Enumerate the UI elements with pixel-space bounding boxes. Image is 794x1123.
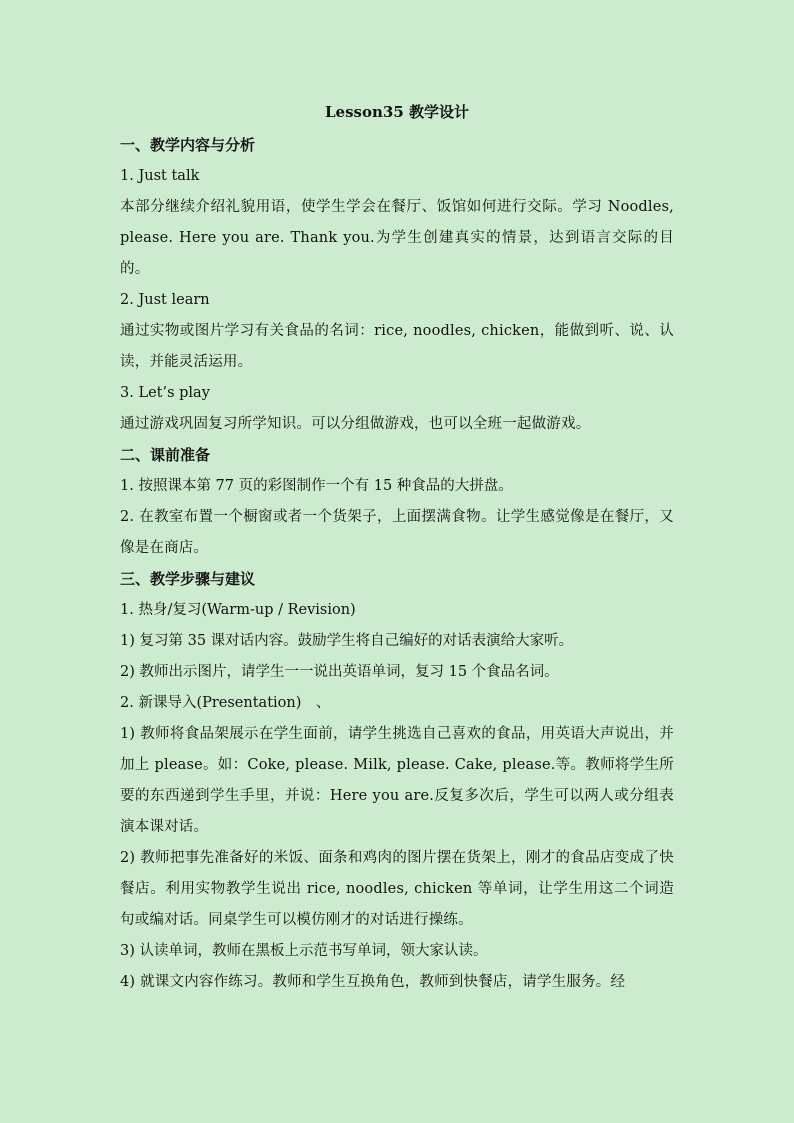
list-item: 1. 按照课本第 77 页的彩图制作一个有 15 种食品的大拼盘。 <box>120 478 513 494</box>
paragraph: 通过实物或图片学习有关食品的名词：rice, noodles, chicken，能做到听、说、认读，并能灵活运用。 <box>120 323 674 370</box>
list-item: 3) 认读单词，教师在黑板上示范书写单词，领大家认读。 <box>120 943 488 959</box>
list-item: 1. 热身/复习(Warm-up / Revision) <box>120 602 356 618</box>
list-item: 4) 就课文内容作练习。教师和学生互换角色，教师到快餐店，请学生服务。经 <box>120 974 626 990</box>
list-item: 1) 教师将食品架展示在学生面前，请学生挑选自己喜欢的食品，用英语大声说出，并加上 please。如：Coke, please. Milk, please. Cake, please.等。教师将学生所要的东西递到学生手里，并说：Here you are.反复多次后，学生可以两人或分组表演本课对话。 <box>120 726 674 835</box>
list-item: 2. 在教室布置一个橱窗或者一个货架子，上面摆满食物。让学生感觉像是在餐厅，又像是在商店。 <box>120 509 674 556</box>
document-title: Lesson35 教学设计 <box>325 103 469 121</box>
list-item: 1) 复习第 35 课对话内容。鼓励学生将自己编好的对话表演给大家听。 <box>120 633 574 649</box>
subsection-label: 3. Let’s play <box>120 385 210 401</box>
section-heading: 三、教学步骤与建议 <box>120 570 256 588</box>
list-item: 2. 新课导入(Presentation) 、 <box>120 695 331 711</box>
section-heading: 二、课前准备 <box>120 446 211 464</box>
subsection-label: 2. Just learn <box>120 292 210 308</box>
section-heading: 一、教学内容与分析 <box>120 136 256 154</box>
list-item: 2) 教师把事先准备好的米饭、面条和鸡肉的图片摆在货架上，刚才的食品店变成了快餐店。利用实物教学生说出 rice, noodles, chicken 等单词，让学生用这二个词造句或编对话。同桌学生可以模仿刚才的对话进行操练。 <box>120 850 674 928</box>
list-item: 2) 教师出示图片，请学生一一说出英语单词，复习 15 个食品名词。 <box>120 664 559 680</box>
subsection-label: 1. Just talk <box>120 168 200 184</box>
paragraph: 通过游戏巩固复习所学知识。可以分组做游戏，也可以全班一起做游戏。 <box>120 416 591 432</box>
paragraph: 本部分继续介绍礼貌用语，使学生学会在餐厅、饭馆如何进行交际。学习 Noodles, please. Here you are. Thank you.为学生创建真实的情景，达到语言交际的目的。 <box>120 199 674 277</box>
